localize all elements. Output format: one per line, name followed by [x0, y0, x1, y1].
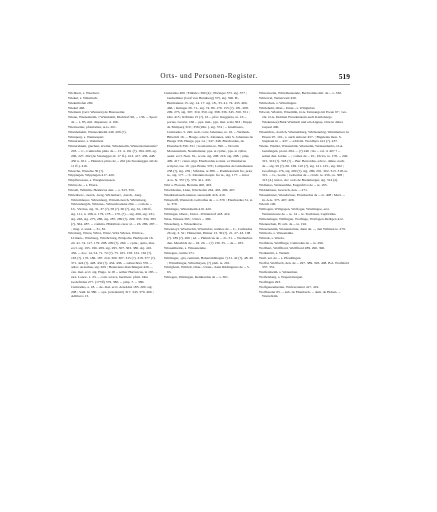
index-entry: Wiebe, Wiebiz, Wissenbrik, Weenadin, Weissenherbs, O.A. Geislingen, proni. 284. -- (?) 246 ; bis ... ral. d. 407 ? -- seiten den. Iolder. -- ; comes de -- Ul., Ulrics, te. 178. -- 246. 315. 316 (?). 318 (?) -- Ber. Bertoldus, advoc. dmne, nach. de -- sig. 59 (?). 60. 169. 110 (?). sig. 121. 125., sig. 202 ; Gostfringo 176, sig. 209 (?). sig. 289, 291. 302. 313. 318, te. 315. -- G., Gotie. ; Goberius de -- clavit. te. 256., te. 308 ; 313 (4.) tzelor, circ ordo de Brennberger, sig. 314 (2). — [259, 144, 349, 183]
index-entry: Wiesensiuiln, Wonenstelnie, dann de. --, den Wilmen te. 279. — [259, 226, 346, 231]
index-entry: Wulfersheim, s. Wenenben. — [259, 270, 299, 275]
index-entry: Wittmiges, Wittelsheim 419. 420. — [164, 207, 212, 212]
index-entry: Wolfingen 293. — [259, 279, 281, 284]
running-header — [68, 72, 350, 84]
index-entry: Wiwanoyl, Wiwitschti, Wiwitnbic, nobiles de -- C., Cumradus 26 sig. 3. 52 ; Haineristi, Hainer 13. 39 (?). 21. 27. 43. 108 (?). 189 (?). 206 ; ad. -- Hainricus de -- 21. 51. -- Werherbus den. Mereblds de -- 18. 26. -- (?) 139. 35. -- de -- 183. — [164, 226, 253, 246]
index-column-1 — [68, 91, 158, 299]
index-entry: Wissenbnrer, Wonebrisuc, Ebrehardus de -- te. 408 ; Merr. -- in. A.G. 375. 407, 408. — [259, 192, 345, 202]
index-entry: Wittrek, s. Werda. — [259, 236, 285, 241]
index-entry: Winnbeheim, Wieneckheim 249. 206 (?). — [68, 129, 127, 134]
index-entry: Wolfbaeder 65. -- sub. de Ehenbach. -- dem. de Hohen. -- Wurtebrim. — [259, 289, 341, 299]
index-entry: Wietch 106. — [259, 202, 277, 207]
index-entry: Wolfhart, Wolffhard, Wolffhard 289. 290. 396. — [259, 246, 326, 250]
index-entry: Wichbert, s. Wiechert. — [68, 91, 100, 95]
index-entry: Wittegen, curtile 271. — [164, 250, 195, 255]
index-entry: Wieseburg, s. Wiesenhove. — [164, 221, 203, 226]
index-entry: Wienweiler, pfalzbelier, A.G. 201. — [68, 124, 117, 129]
index-entry: Wittlehehl, Ober-, Unter-, s. Witiglebel. — [259, 105, 316, 110]
index-entry: Wittenberc, -berch, -berg, Wirtenberc, -berch, -berg, Wirtemberec, Wirtenberg, Wirtem-berch, Wirtinberg, Wirtenbergch, Wirtene-, Wirtenbrodene 264. -- com de -- Ul., Vircius, sig. 31, 37 (?), 58 (?). 60 (?), sig. 61, 100 ff., sig. 111, n. 198, n. 179, 178 -- 179, (?) -- sig. 206, sig. 231, sig. 246, sig. 275, 286, sig. 287, 289 (?). 299. 333. 334. 383 (?), 364. 487. -- comma. Hlabilisio carer al. -- 26. 286. 287. -- mag. 2. autal. -- 31, 81. — [68, 192, 158, 231]
page-title: Orts- und Personen-Register. — [160, 72, 258, 80]
index-entry: Wischhofen, Lhan, Wischofen 264. 403. 406. 407. — [164, 187, 236, 192]
index-entry: Wittegen, Weltingen, Reinhardus de -- s. 301. — [164, 275, 229, 280]
index-entry: Wittlecis, s. Weteenahle. — [259, 231, 294, 236]
index-entry: Wiekel 466. — [68, 105, 86, 110]
index-entry: Wienbiselauch-nennat, sarerendit 416. 419. — [164, 192, 226, 197]
index-entry: Widdebnsur, Grevsch, den. -- 271. — [259, 187, 308, 192]
index-entry: Wirpfinwesen, s. Wieginewiesen. — [68, 178, 116, 183]
index-entry: Wittenweile, Wittelhausende, Bechtoldus mil. de -- s. 330. — [259, 91, 342, 95]
index-entry: Wipplegen, Wipplegen 417. 420. — [68, 173, 115, 178]
index-entry: Wisembrn., dorrlch, Wunnebherg, Wirmenebrg, Weiumeberc in Elsass 97. 101., s. auch Amorer 457. ; Bigelenis mon. S. Stephani in -- 437. -- addi im. Wordhyrs 412 (?). 437. — [259, 129, 349, 144]
index-column-2 — [164, 91, 254, 280]
index-entry: Wiene, Wienesheim, J Wienbeim, Diebdorf 96, -- 136. -- Sperc de -- 1, 85, mil. dispensar. 4. 196. — [68, 115, 158, 125]
index-entry: Wiiseleiff, Wenterdt, Leibolfus de -- s. 376 ; Eberhardus 51. st. te. 379. — [164, 197, 254, 207]
index-entry: Wull. sel. de -- s. Pfeullingen. — [259, 255, 302, 260]
index-entry: Wise, Wiesen 395 ; Ulrics -- 396. — [164, 216, 212, 221]
index-entry: Wiekelhofen 260. — [68, 100, 94, 105]
index-entry: Widlenso, Weissenbhe, Eugenfriva de -- te. 163. — [259, 183, 328, 188]
index-entry: Winnperg, s. Wennespert. — [68, 134, 105, 139]
index-entry: Cumradus 409 ; Embriro 390 (4) ; Ebringer 375. sig. 377 ; Guthelmier (Graf von Hennberg) 375, sig. 390. H., Hermannus 15. sig. 14. 17. sig. 18., 33. 41. 74. 435. 460. 466. ; Ikringer 26. 71., sig. 74. 80. 179. 155 (?). 181. 208. 209. 275, sig. 307. 319. 350. sig. 398. 336. 345. 350. 351 ; Otto 415 ; Rifrides 15 (?), 16 -- pfac. Reggerns, te. 16 -- portes. Gravia. 166 -- pps. mai., pps. mai. scala 363 ; Dapps de Trimperg 319 ; 356 (Ohr. ). sig. 374 ; -- Innalbeers, Cumradus. 5. 240. sedt. corte Johannes, te. 16. -- Weiberk. Biberich 16. -- Hosge, adre S. Johannes, adre S. Johannes de Hauge 336. Hauge, pps 14. ; 347. 348. Burchardus, de Eisenbach 356. 351 ; Gostiarma te. 390. -- Novum Monasterium, Neumsinster, pps. et cpllar., pps. et cpllar, aesul. eccl. Nest. 91., scola, sig. 208. 216. sig. 298. ; pmp. 409. 417 ; canet. mgr. Eberhardus scolast. et Wernherus scriptor, tse. 16 ; pps Bruno 376 ; Lamparins de Giriezhusen 238 (?), sig. 239 ; Sifridus, te 380. -- Predikatorum fre, prior te., sig. 177. -- S. Johannis hospit. fre te., sig. 177. -- hrior A.G. N. 357 (?). 379. 411. 435. — [164, 91, 253, 183]
index-entry: Wirsell, Wilmlin, Heinricus den. -- s. 323. 350. — [68, 187, 135, 192]
index-entry: Wittervel, Wetterweil 430. — [259, 95, 297, 100]
index-column-3 — [259, 91, 349, 299]
index-entry: Wieneschen, H. ach. de -- te. 192. — [259, 221, 308, 226]
index-entry: Wissemhelde, s. Wissenelehe. — [164, 246, 207, 250]
index-entry: Wolfgeneemerlen, Wulverstetter 417. 419. — [259, 284, 320, 289]
index-entry: Wiltenzinger, Wilfingen, Wolfinge, Wolfogen Ihrdigen 412. — [259, 216, 344, 221]
index-entry: Wintererutz, s. Weinitzel. — [68, 139, 105, 144]
index-entry: Wiesche, Wiesche 30 (?). — [68, 168, 104, 173]
index-entry: Wolfelsberg, s. Wapertsbergen. — [259, 275, 304, 280]
index-entry: Wiekel, s. Wikelisch. — [68, 95, 99, 100]
index-entry: Wolfshan, Wolffinge, Cumradus de -- te. 290. — [259, 241, 324, 246]
index-entry: Wirzberg, Wirze, Wirtz, Wirtz, Wirz Wirzes, Wirtice-, Urtinen-, Wirzburg, Wirzhcburg, Erbipolis, Herbipolis 16. 24. 41. 74. 117. 179. 208. 209 (?). 260. -- cpiis., optia, mai. eccl. sig. 195. 196. 209. sig. 295. 307. 363. 380. sig. 416. 456. -- doc. 14. 54. 71. 72 (?). 75. 105. 158. 161. 162 (?). 163 (?). 176. 186. 187. 219. 300. 307. 315 (?). 318. 377 (?). 371. 424 (?). 428. 432 (?). 434. 436. -- subarchiva 376. -- adisc. Aranthus, sig. 209 ; Heiarrenzo Reichliugen 426. -- can. mai. eccl. sig. Hugo. le 18 -- selber Hartwicus, la 185. -- tara. Lance. 1. 23. -- com. scraca. herzbeer. pfalz. bitte Godefridus 277. (177ff) 379. 380. -- pmp. 7. -- 380. Cumradus, a. 18. -- de- mai. eccl. Arnoldus 185. 200, sig. 208 ; Sahl. In 380. -- ops. (scientem!) 317. 343. 379. 406 ; Adlibero 13. — [68, 231, 158, 299]
index-entry: Wittlechen, s. Wittelingen. — [259, 100, 297, 105]
index-entry: Wittinger, Oberr., Unter. -Wittendorf 418. 419. — [164, 212, 231, 217]
index-entry: Wilbogen, Wlligogen, Wolfoger, Wleilingoe, erst. Wetternnoste de -- te. 14 -- te. Treibnsur, Cepfiridus. — [259, 207, 337, 217]
index-entry: Wittlinger, -gia, centrum, Haberembhagen ?) 31. 42 (?), 48. 49 ; Wittelbinger, Wittelbayen, (?) pleb. te. 291. — [164, 255, 253, 265]
header-rule — [68, 84, 350, 85]
page-number: 519 — [338, 72, 350, 81]
index-entry: Wolkenritt, s. Wennit. — [259, 250, 290, 255]
index-entry: Wintershiem, giechen, etwiler, Windenaim, Winterstettenstein? 203. -- C., Cumradus plnto de -- 13. 4. 191 (?). 184. 200, ag. 206, 227. 262 (de Staalegger dr. 17 ff.). 413. 417. 436. 448. 450 u. 451. -- Heinrica plnto de -- 202 (de Staalengger ald dr. 11 ff.). 416. — [68, 144, 158, 168]
index-entry: Wittigfetal, Wiltlelt, Ober-, Unter-, dann Rüdingerus de -- 5. 63. — [164, 265, 250, 275]
index-entry: Wolfal, Wolfberb, den. de -- 297. 389. 393. 408. B.d. Wolfsfeld 337. 351. — [259, 260, 349, 270]
index-entry: Wiwoit, Wiszbit, Wisembh, O.A. Tettnangs im Ewen 97 ; ver-chr. O.A. Dolmen Freudenatein auch Kattlebergs. Wiekensee) Burk Wismadt und ein Aippsp. Orte in daher Gapeal 400. — [259, 110, 347, 129]
index-entry: Wiemarn (verl. Wienarn) de Bussweiler. — [68, 110, 126, 115]
index-entry: Wirtus de -- s. Ebera. — [68, 183, 99, 188]
index-entry: Wirt s. Florens, Bernins 400. 403. — [164, 183, 213, 188]
